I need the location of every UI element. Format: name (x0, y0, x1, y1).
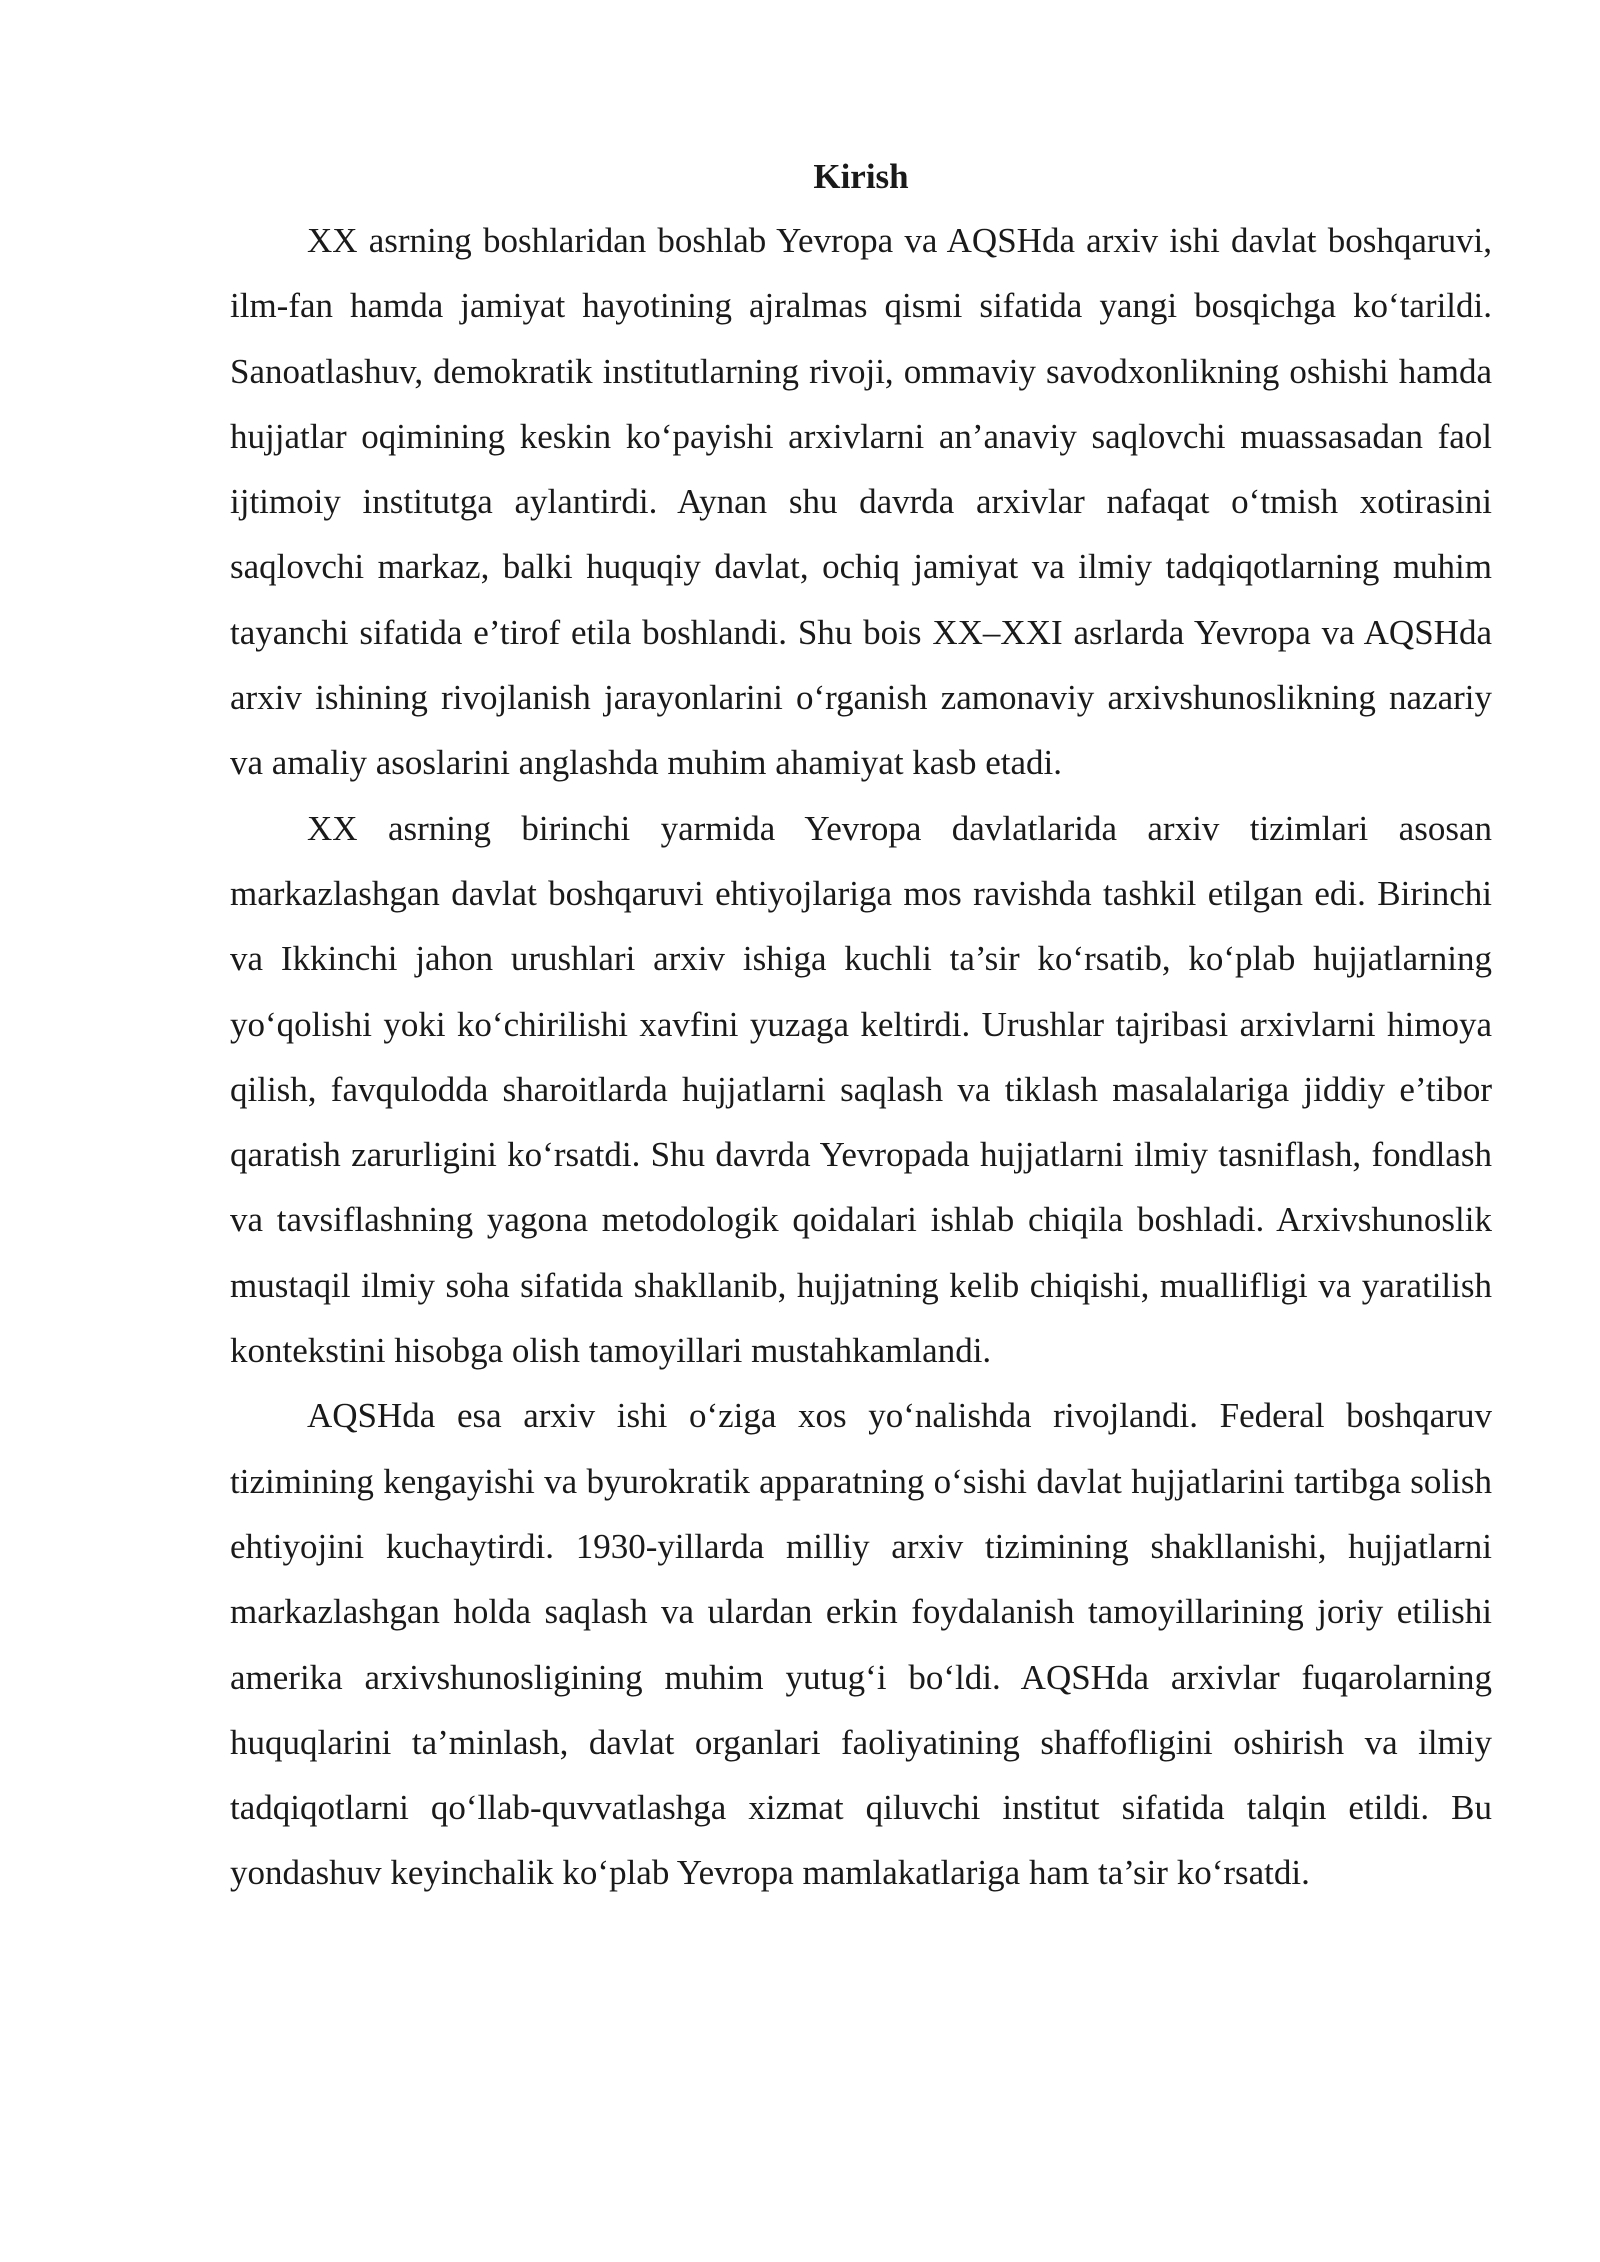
paragraph-usa: AQSHda esa arxiv ishi o‘ziga xos yo‘nalishda rivojlandi. Federal boshqaruv tizimining kengayishi va byurokratik apparatning o‘sishi davlat hujjatlarini tartibga solish ehtiyojini kuchaytirdi. 1930-yillarda milliy arxiv tizimining shakllanishi, hujjatlarni markazlashgan holda saqlash va ulardan erkin foydalanish tamoyillarining joriy etilishi amerika arxivshunosligining muhim yutug‘i bo‘ldi. AQSHda arxivlar fuqarolarning huquqlarini ta’minlash, davlat organlari faoliyatining shaffofligini oshirish va ilmiy tadqiqotlarni qo‘llab-quvvatlashga xizmat qiluvchi institut sifatida talqin etildi. Bu yondashuv keyinchalik ko‘plab Yevropa mamlakatlariga ham ta’sir ko‘rsatdi. (230, 1396, 1492, 1893)
paragraph-europe: XX asrning birinchi yarmida Yevropa davlatlarida arxiv tizimlari asosan markazlashgan davlat boshqaruvi ehtiyojlariga mos ravishda tashkil etilgan edi. Birinchi va Ikkinchi jahon urushlari arxiv ishiga kuchli ta’sir ko‘rsatib, ko‘plab hujjatlarning yo‘qolishi yoki ko‘chirilishi xavfini yuzaga keltirdi. Urushlar tajribasi arxivlarni himoya qilish, favqulodda sharoitlarda hujjatlarni saqlash va tiklash masalalariga jiddiy e’tibor qaratish zarurligini ko‘rsatdi. Shu davrda Yevropada hujjatlarni ilmiy tasniflash, fondlash va tavsiflashning yagona metodologik qoidalari ishlab chiqila boshladi. Arxivshunoslik mustaqil ilmiy soha sifatida shakllanib, hujjatning kelib chiqishi, muallifligi va yaratilish kontekstini hisobga olish tamoyillari mustahkamlandi. (230, 808, 1492, 1371)
paragraph-intro: XX asrning boshlaridan boshlab Yevropa va AQSHda arxiv ishi davlat boshqaruvi, ilm-fan hamda jamiyat hayotining ajralmas qismi sifatida yangi bosqichga ko‘tarildi. Sanoatlashuv, demokratik institutlarning rivoji, ommaviy savodxonlikning oshishi hamda hujjatlar oqimining keskin ko‘payishi arxivlarni an’anaviy saqlovchi muassasadan faol ijtimoiy institutga aylantirdi. Aynan shu davrda arxivlar nafaqat o‘tmish xotirasini saqlovchi markaz, balki huquqiy davlat, ochiq jamiyat va ilmiy tadqiqotlarning muhim tayanchi sifatida e’tirof etila boshlandi. Shu bois XX–XXI asrlarda Yevropa va AQSHda arxiv ishining rivojlanish jarayonlarini o‘rganish zamonaviy arxivshunoslikning nazariy va amaliy asoslarini anglashda muhim ahamiyat kasb etadi. (230, 221, 1492, 783)
document-title: Kirish (813, 157, 909, 196)
document-body (230, 146, 1492, 1906)
